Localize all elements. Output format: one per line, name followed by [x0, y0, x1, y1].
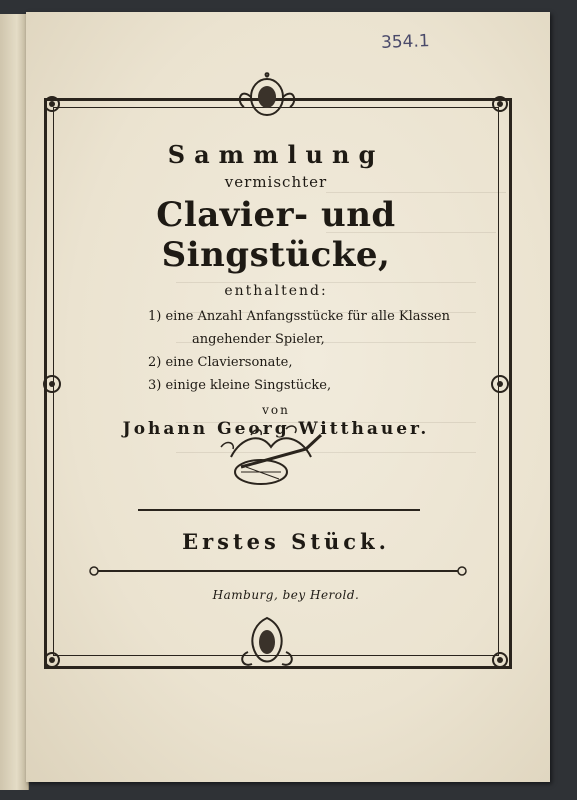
- contents-item: 3) einige kleine Singstücke,: [148, 378, 332, 393]
- title-line-2: vermischter: [224, 173, 328, 191]
- right-mid-ornament: [488, 372, 512, 396]
- contents-list: [148, 305, 486, 397]
- bottom-left-corner-ornament: [40, 648, 64, 672]
- left-mid-ornament: [40, 372, 64, 396]
- separator-rule: [138, 509, 420, 511]
- previous-page-edge: [0, 14, 29, 790]
- title-line-1: Sammlung: [167, 140, 385, 169]
- top-crest-ornament: [232, 72, 302, 122]
- contents-item-continuation: angehender Spieler,: [192, 332, 325, 347]
- title-page: [26, 12, 550, 782]
- title-block: [66, 130, 486, 439]
- publisher-imprint: Hamburg, bey Herold.: [212, 588, 360, 602]
- bottom-right-corner-ornament: [488, 648, 512, 672]
- lyre-vignette: [211, 417, 331, 497]
- contents-item: 1) eine Anzahl Anfangsstücke für alle Klassen: [148, 309, 450, 324]
- top-right-corner-ornament: [488, 92, 512, 116]
- by-label: von: [262, 403, 290, 417]
- shelfmark-annotation: 354.1: [380, 31, 431, 53]
- ornamental-rule: [88, 565, 468, 577]
- contents-item: 2) eine Claviersonate,: [148, 355, 293, 370]
- edition-label: Erstes Stück.: [182, 529, 390, 554]
- bottom-crest-ornament: [234, 612, 300, 678]
- top-left-corner-ornament: [40, 92, 64, 116]
- title-line-3: Clavier- und Singstücke,: [156, 195, 396, 275]
- containing-label: enthaltend:: [224, 283, 328, 299]
- author-name: Johann Georg Witthauer.: [122, 419, 430, 439]
